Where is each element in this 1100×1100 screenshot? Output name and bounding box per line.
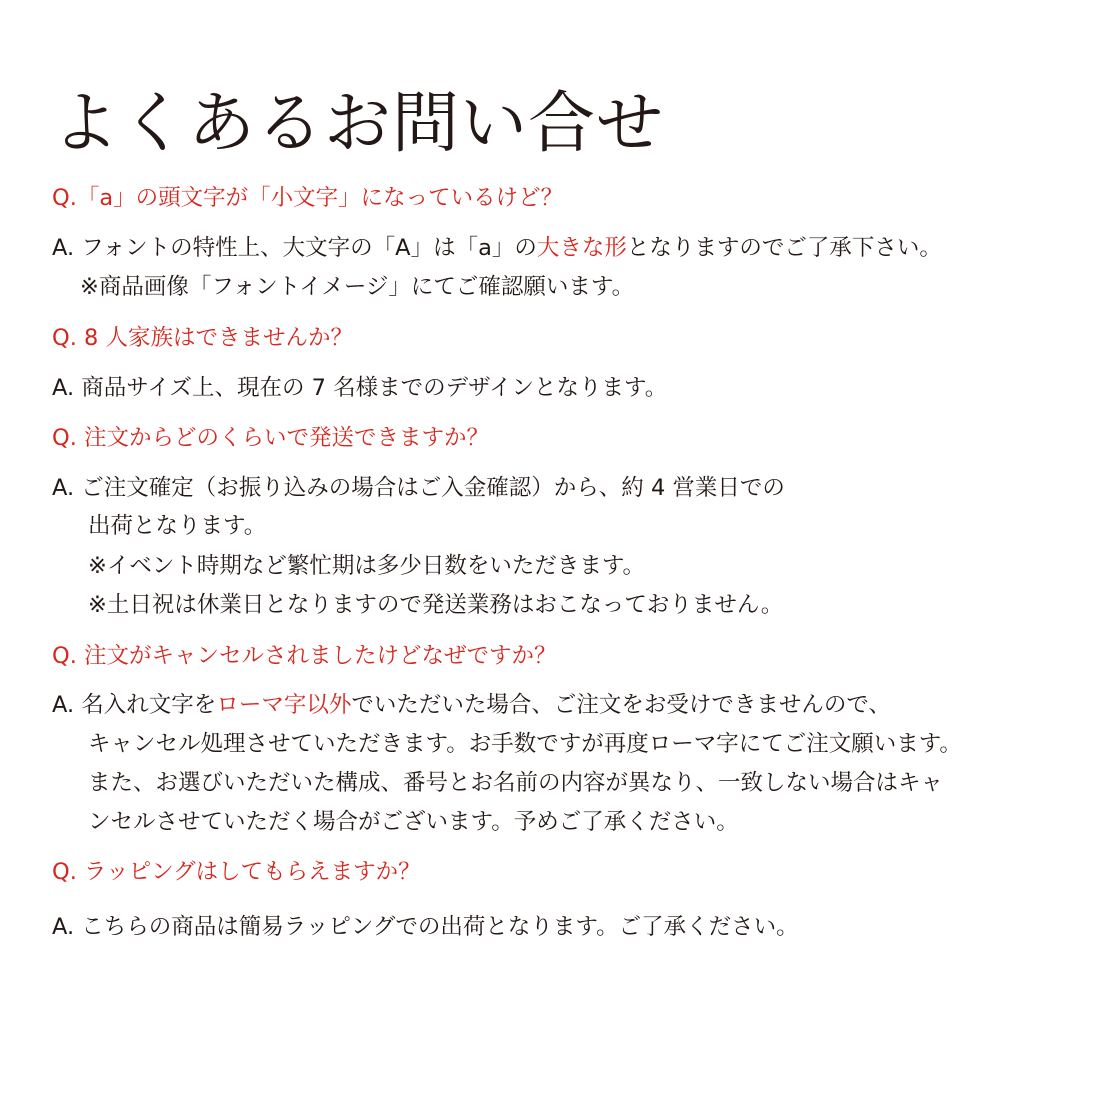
answer-highlight: ローマ字以外 bbox=[216, 692, 352, 718]
faq-question-3: Q. 注文からどのくらいで発送できますか？ bbox=[52, 425, 490, 451]
faq-answer-3-line-2: 出荷となります。 bbox=[88, 513, 267, 539]
faq-answer-3-line-1: A. ご注文確定（お振り込みの場合はご入金確認）から、約 4 営業日での bbox=[52, 475, 785, 501]
answer-text: A. フォントの特性上、大文字の「A」は「a」の bbox=[52, 235, 537, 261]
answer-text: となりますのでご了承下さい。 bbox=[626, 235, 942, 261]
faq-answer-4-line-1 bbox=[52, 690, 891, 720]
faq-answer-4-line-2: キャンセル処理させていただきます。お手数ですが再度ローマ字にてご注文願います。 bbox=[88, 731, 962, 757]
faq-question-5: Q. ラッピングはしてもらえますか？ bbox=[52, 859, 421, 885]
faq-question-1: Q.「a」の頭文字が「小文字」になっているけど？ bbox=[52, 185, 564, 211]
faq-question-2: Q. 8 人家族はできませんか？ bbox=[52, 325, 353, 351]
page-title: よくあるお問い合せ bbox=[52, 84, 664, 162]
faq-answer-3-line-3: ※イベント時期など繁忙期は多少日数をいただきます。 bbox=[88, 553, 646, 579]
answer-text: でいただいた場合、ご注文をお受けできませんので、 bbox=[351, 692, 891, 718]
faq-answer-5-line-1: A. こちらの商品は簡易ラッピングでの出荷となります。ご了承ください。 bbox=[52, 914, 799, 940]
answer-text: A. 名入れ文字を bbox=[52, 692, 217, 718]
faq-answer-1-line-2: ※商品画像「フォントイメージ」にてご確認願います。 bbox=[80, 274, 635, 300]
answer-highlight: 大きな形 bbox=[536, 235, 627, 261]
faq-answer-1-line-1 bbox=[52, 233, 942, 263]
faq-answer-4-line-4: ンセルさせていただく場合がございます。予めご了承ください。 bbox=[88, 809, 739, 835]
faq-question-4: Q. 注文がキャンセルされましたけどなぜですか？ bbox=[52, 643, 557, 669]
faq-answer-4-line-3: また、お選びいただいた構成、番号とお名前の内容が異なり、一致しない場合はキャ bbox=[88, 770, 944, 796]
faq-answer-3-line-4: ※土日祝は休業日となりますので発送業務はおこなっておりません。 bbox=[88, 592, 784, 618]
faq-answer-2-line-1: A. 商品サイズ上、現在の 7 名様までのデザインとなります。 bbox=[52, 375, 668, 401]
